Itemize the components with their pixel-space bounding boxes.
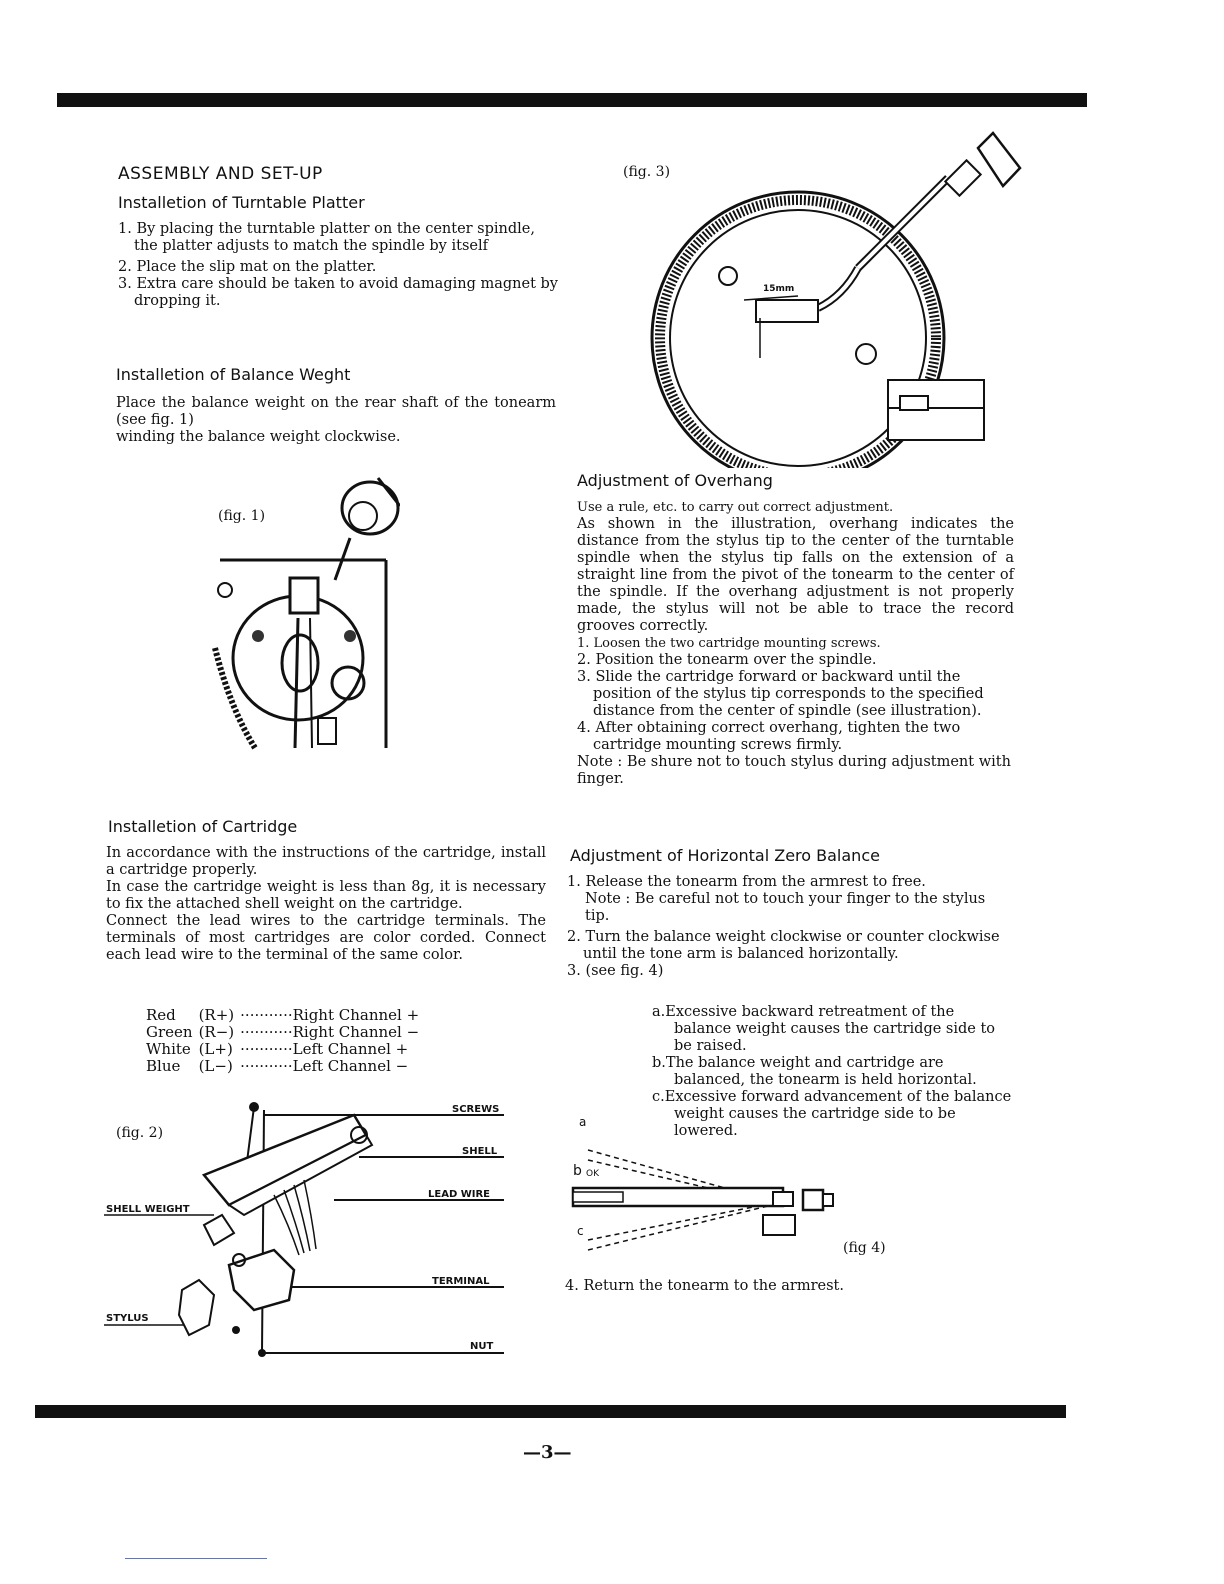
balance-weight-line: Place the balance weight on the rear shaft of the tonearm (see fig. 1) (116, 395, 556, 428)
fig1-caption: (fig. 1) (218, 508, 266, 524)
fig3-illustration (648, 128, 1028, 468)
wire-color: Blue (146, 1057, 181, 1075)
overhang-step: 2. Position the tonearm over the spindle. (577, 652, 877, 668)
shell-label: SHELL (462, 1146, 498, 1157)
zero-sub-item: b.The balance weight and cartridge are balanced, the tonearm is held horizontal. (652, 1055, 977, 1088)
balance-weight-text (116, 395, 556, 446)
overhang-intro: As shown in the illustration, overhang indicates the distance from the stylus tip to the center of the turntable spindle when the stylus tip falls on the extension of a straight line from the pivot of the tonearm to the center of the spindle. If the overhang adjustment is not properly made, the stylus will not be able to trace the record grooves correctly. (577, 516, 1014, 634)
wire-code: (L−) (198, 1057, 233, 1075)
fig3-caption: (fig. 3) (623, 164, 671, 180)
wire-row (146, 1024, 425, 1041)
screws-label: SCREWS (452, 1104, 500, 1115)
fig4-label-b: b (573, 1163, 582, 1179)
overhang-heading: Adjustment of Overhang (577, 471, 773, 490)
zero-step-note: Note : Be careful not to touch your finger to the stylus tip. (585, 891, 986, 924)
platter-heading: Installetion of Turntable Platter (118, 193, 365, 212)
terminal-label: TERMINAL (432, 1276, 490, 1287)
top-rule (57, 93, 1087, 107)
shell-weight-label: SHELL WEIGHT (106, 1204, 190, 1215)
overhang-step: 1. Loosen the two cartridge mounting screws. (577, 636, 881, 651)
wire-channel: ···········Left Channel − (240, 1057, 409, 1075)
overhang-note: Note : Be shure not to touch stylus during adjustment with finger. (577, 754, 1011, 787)
nut-label: NUT (470, 1341, 494, 1352)
zero-step: 1. Release the tonearm from the armrest to free. (567, 874, 926, 890)
cartridge-heading: Installetion of Cartridge (108, 817, 298, 836)
fig2-illustration (104, 1095, 514, 1360)
zero-balance-text (567, 874, 1007, 980)
page-number: —3— (523, 1442, 572, 1463)
overhang-intro-short: Use a rule, etc. to carry out correct adjustment. (577, 500, 894, 515)
zero-sub-item: a.Excessive backward retreatment of the balance weight causes the cartridge side to be raised. (652, 1004, 996, 1054)
cartridge-paragraph: In case the cartridge weight is less than 8g, it is necessary to fix the attached shell weight on the cartridge. (106, 879, 546, 912)
platter-step: 1. By placing the turntable platter on the center spindle, the platter adjusts to match the spindle by itself (118, 221, 535, 254)
zero-step-4: 4. Return the tonearm to the armrest. (565, 1278, 844, 1294)
wire-row (146, 1007, 425, 1024)
wire-code: (R+) (198, 1006, 235, 1024)
wire-channel: ···········Right Channel − (240, 1023, 420, 1041)
overhang-step: 4. After obtaining correct overhang, tighten the two cartridge mounting screws firmly. (577, 720, 961, 753)
overhang-step: 3. Slide the cartridge forward or backward until the position of the stylus tip corresponds to the specified distance from the center of spindle (see illustration). (577, 669, 984, 719)
fig1-illustration (200, 468, 400, 753)
wire-channel: ···········Right Channel + (240, 1006, 420, 1024)
zero-sub-item: c.Excessive forward advancement of the balance weight causes the cartridge side to be lowered. (652, 1089, 1012, 1139)
wire-code: (R−) (198, 1023, 235, 1041)
wire-color: Green (146, 1023, 193, 1041)
wire-color: White (146, 1040, 191, 1058)
wire-color: Red (146, 1006, 176, 1024)
zero-balance-heading: Adjustment of Horizontal Zero Balance (570, 846, 880, 865)
platter-step: 2. Place the slip mat on the platter. (118, 259, 377, 275)
wire-row (146, 1041, 425, 1058)
platter-step: 3. Extra care should be taken to avoid damaging magnet by dropping it. (118, 276, 558, 309)
balance-weight-line: winding the balance weight clockwise. (116, 429, 401, 445)
wire-row (146, 1058, 425, 1075)
fig2-caption: (fig. 2) (116, 1125, 164, 1141)
cartridge-paragraph: In accordance with the instructions of the cartridge, install a cartridge properly. (106, 845, 546, 878)
zero-step: 3. (see fig. 4) (567, 963, 664, 979)
zero-step: 2. Turn the balance weight clockwise or counter clockwise until the tone arm is balanced horizontally. (567, 929, 1000, 962)
fig4-label-ok: OK (586, 1169, 599, 1179)
cartridge-text (106, 845, 546, 964)
fig4-label-a: a (579, 1115, 587, 1129)
fig4-caption: (fig 4) (843, 1240, 886, 1256)
fig3-label: 15mm (763, 284, 795, 294)
fig4-illustration (568, 1120, 868, 1270)
balance-weight-heading: Installetion of Balance Weght (116, 365, 351, 384)
section-title: ASSEMBLY AND SET-UP (118, 164, 323, 184)
wire-table (146, 1007, 425, 1075)
cartridge-paragraph: Connect the lead wires to the cartridge terminals. The terminals of most cartridges are color corded. Connect each lead wire to the terminal of the same color. (106, 913, 546, 963)
lead-wire-label: LEAD WIRE (428, 1189, 491, 1200)
platter-steps (118, 221, 558, 310)
stylus-label: STYLUS (106, 1313, 149, 1324)
overhang-text (577, 499, 1014, 788)
wire-channel: ···········Left Channel + (240, 1040, 409, 1058)
bottom-rule (35, 1405, 1066, 1418)
fig4-label-c: c (577, 1224, 584, 1238)
wire-code: (L+) (198, 1040, 233, 1058)
footer-line (125, 1558, 267, 1559)
